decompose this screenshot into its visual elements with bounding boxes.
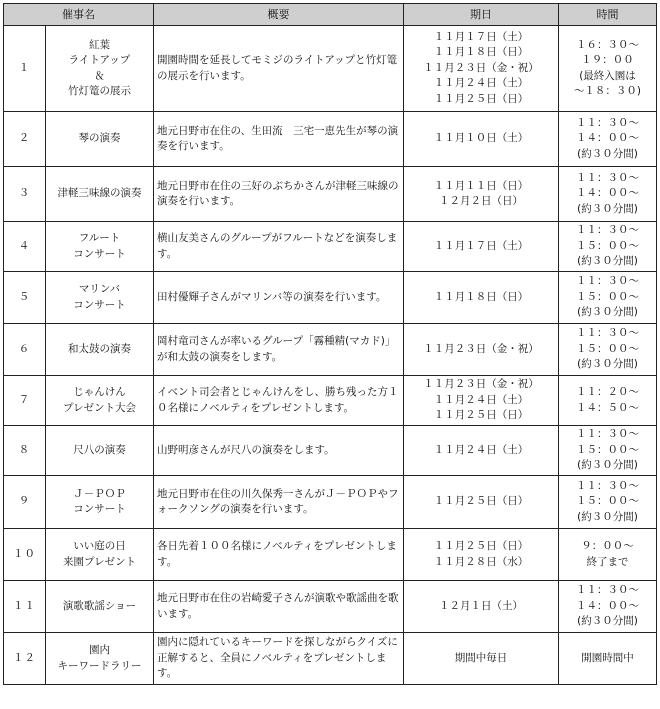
event-number: ３	[4, 167, 46, 222]
event-description: 地元日野市在住の三好のぶちかさんが津軽三味線の演奏を行います。	[154, 167, 404, 222]
event-times: １１：３０～ １４：００～ (約３０分間)	[559, 112, 657, 167]
event-description: 地元日野市在住の、生田流 三宅一恵先生が琴の演奏を行います。	[154, 112, 404, 167]
event-dates: １１月２３日（金・祝） １１月２４日（土） １１月２５日（日）	[404, 376, 559, 426]
event-description: 横山友美さんのグループがフルートなどを演奏します。	[154, 222, 404, 272]
event-number: ７	[4, 376, 46, 426]
table-row	[4, 581, 657, 633]
event-times: １１：３０～ １４：００～ (約３０分間)	[559, 581, 657, 633]
event-description: 山野明彦さんが尺八の演奏をします。	[154, 426, 404, 476]
event-name: 園内 キーワードラリー	[46, 633, 154, 685]
event-dates: １１月２５日（日）	[404, 476, 559, 529]
table-row	[4, 376, 657, 426]
event-description: 地元日野市在住の川久保秀一さんがＪ－ＰＯＰやフォークソングの演奏を行います。	[154, 476, 404, 529]
event-times: １１：３０～ １５：００～ (約３０分間)	[559, 476, 657, 529]
event-description: 開園時間を延長してモミジのライトアップと竹灯篭の展示を行います。	[154, 26, 404, 112]
event-dates: １２月１日（土）	[404, 581, 559, 633]
table-header-row	[4, 4, 657, 26]
event-schedule-table	[3, 3, 657, 685]
event-name: じゃんけん プレゼント大会	[46, 376, 154, 426]
header-time: 時間	[559, 4, 657, 26]
table-row	[4, 112, 657, 167]
event-dates: １１月２５日（日） １１月２８日（水）	[404, 529, 559, 581]
event-dates: １１月２４日（土）	[404, 426, 559, 476]
event-name: 津軽三味線の演奏	[46, 167, 154, 222]
header-overview: 概要	[154, 4, 404, 26]
event-times: ９：００～ 終了まで	[559, 529, 657, 581]
event-dates: １１月１７日（土）	[404, 222, 559, 272]
event-description: 地元日野市在住の岩崎愛子さんが演歌や歌謡曲を歌います。	[154, 581, 404, 633]
table-row	[4, 272, 657, 324]
event-description: イベント司会者とじゃんけんをし、勝ち残った方１０名様にノベルティをプレゼントします。	[154, 376, 404, 426]
event-description: 園内に隠れているキーワードを探しながらクイズに正解すると、全員にノベルティをプレゼントします。	[154, 633, 404, 685]
event-number: ５	[4, 272, 46, 324]
event-name: 和太鼓の演奏	[46, 324, 154, 376]
table-row	[4, 633, 657, 685]
event-times: １６：３０～ １９：００ (最終入園は ～１８：３０)	[559, 26, 657, 112]
event-number: ２	[4, 112, 46, 167]
event-times: 開園時間中	[559, 633, 657, 685]
header-event-name: 催事名	[4, 4, 154, 26]
table-row	[4, 324, 657, 376]
event-number: １１	[4, 581, 46, 633]
event-number: ８	[4, 426, 46, 476]
event-name: 紅葉 ライトアップ ＆ 竹灯篭の展示	[46, 26, 154, 112]
event-times: １１：３０～ １５：００～ (約３０分間)	[559, 222, 657, 272]
event-name: Ｊ－ＰＯＰ コンサート	[46, 476, 154, 529]
table-row	[4, 426, 657, 476]
event-number: ４	[4, 222, 46, 272]
event-description: 各日先着１００名様にノベルティをプレゼントします。	[154, 529, 404, 581]
table-row	[4, 222, 657, 272]
event-name: マリンバ コンサート	[46, 272, 154, 324]
event-dates: １１月１１日（日） １２月２日（日）	[404, 167, 559, 222]
table-row	[4, 26, 657, 112]
event-name: いい庭の日 来園プレゼント	[46, 529, 154, 581]
event-description: 田村優輝子さんがマリンバ等の演奏を行います。	[154, 272, 404, 324]
event-number: １	[4, 26, 46, 112]
event-times: １１：２０～ １４：５０～	[559, 376, 657, 426]
table-row	[4, 476, 657, 529]
event-name: 尺八の演奏	[46, 426, 154, 476]
event-dates: １１月１７日（土） １１月１８日（日） １１月２３日（金・祝） １１月２４日（土） １１月２５日（日）	[404, 26, 559, 112]
table-row	[4, 529, 657, 581]
event-name: 演歌歌謡ショー	[46, 581, 154, 633]
event-times: １１：３０～ １５：００～ (約３０分間)	[559, 324, 657, 376]
event-dates: １１月２３日（金・祝）	[404, 324, 559, 376]
table-row	[4, 167, 657, 222]
event-number: １０	[4, 529, 46, 581]
header-date: 期日	[404, 4, 559, 26]
event-description: 岡村竜司さんが率いるグループ「霧種精(マカド)」が和太鼓の演奏をします。	[154, 324, 404, 376]
event-name: 琴の演奏	[46, 112, 154, 167]
event-number: ９	[4, 476, 46, 529]
event-times: １１：３０～ １４：００～ (約３０分間)	[559, 167, 657, 222]
event-number: １２	[4, 633, 46, 685]
event-dates: 期間中毎日	[404, 633, 559, 685]
event-dates: １１月１０日（土）	[404, 112, 559, 167]
event-dates: １１月１８日（日）	[404, 272, 559, 324]
event-times: １１：３０～ １５：００～ (約３０分間)	[559, 426, 657, 476]
event-number: ６	[4, 324, 46, 376]
event-name: フルート コンサート	[46, 222, 154, 272]
event-times: １１：３０～ １５：００～ (約３０分間)	[559, 272, 657, 324]
